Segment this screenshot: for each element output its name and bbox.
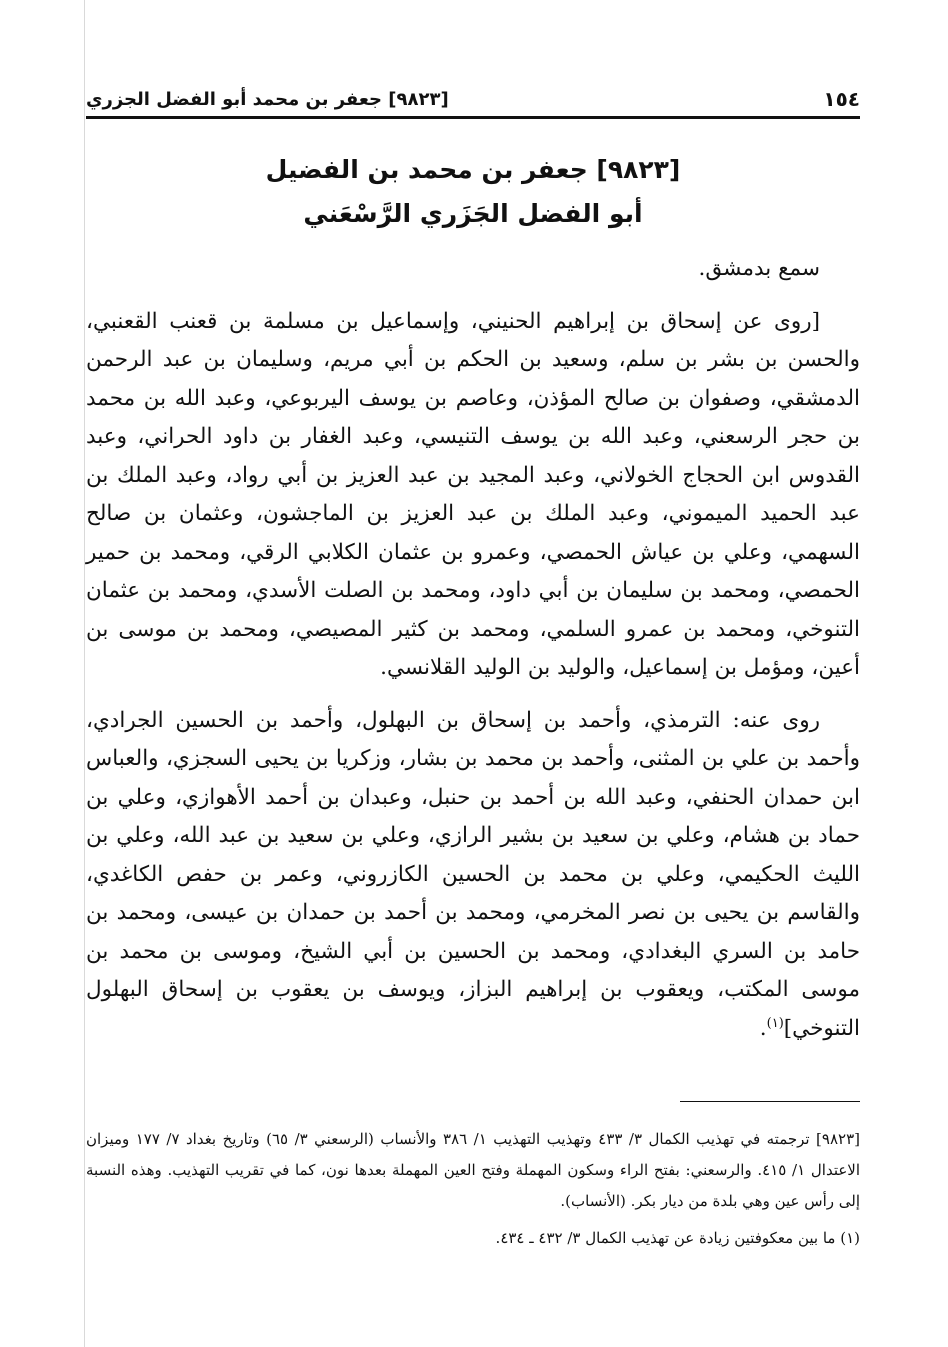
entry-heading-name: [٩٨٢٣] جعفر بن محمد بن الفضيل bbox=[265, 155, 681, 184]
narrated-from-paragraph: [روى عن إسحاق بن إبراهيم الحنيني، وإسماعيل بن مسلمة بن قعنب القعنبي، والحسن بن بشر بن سلم، وسعيد بن الحكم بن أبي مريم، وسليمان بن عبد الرحمن الدمشقي، وصفوان بن صالح المؤذن، وعاصم بن يوسف اليربوعي، وعبد الله بن محمد بن حجر الرسعني، وعبد الله بن يوسف التنيسي، وعبد الغفار بن داود الحراني، وعبد القدوس ابن الحجاج الخولاني، وعبد المجيد بن عبد العزيز بن أبي رواد، وعبد الملك بن عبد الحميد الميموني، وعبد الملك بن عبد العزيز بن الماجشون، وعثمان بن صالح السهمي، وعلي بن عياش الحمصي، وعمرو بن عثمان الكلابي الرقي، ومحمد بن حمير الحمصي، ومحمد بن سليمان بن أبي داود، ومحمد بن الصلت الأسدي، ومحمد بن عثمان التنوخي، ومحمد بن عمرو السلمي، ومحمد بن كثير المصيصي، ومحمد بن موسى بن أعين، ومؤمل بن إسماعيل، والوليد بن الوليد القلانسي. bbox=[86, 308, 860, 680]
footnote-separator bbox=[680, 1101, 860, 1102]
entry-body bbox=[86, 250, 860, 1048]
narrated-by-text: روى عنه: الترمذي، وأحمد بن إسحاق بن البهلول، وأحمد بن الحسين الجرادي، وأحمد بن علي بن المثنى، وأحمد بن محمد بن بشار، وزكريا بن يحيى السجزي، والعباس ابن حمدان الحنفي، وعبد الله بن أحمد بن حنبل، وعبدان بن أحمد الأهوازي، وعلي بن حماد بن هشام، وعلي بن سعيد بن بشير الرازي، وعلي بن سعيد بن عبد الله، وعلي بن الليث الحكيمي، وعلي بن محمد بن الحسين الكازروني، وعمر بن حفص الكاغدي، والقاسم بن يحيى بن نصر المخرمي، ومحمد بن أحمد بن حمدان بن عيسى، ومحمد بن حامد بن السري البغدادي، ومحمد بن الحسين بن أبي الشيخ، وموسى بن محمد بن موسى المكتب، ويعقوب بن إبراهيم البزاز، ويوسف بن يعقوب بن إسحاق البهلول التنوخي] bbox=[86, 707, 860, 1041]
page-number: ١٥٤ bbox=[823, 87, 860, 111]
entry-heading bbox=[86, 148, 860, 236]
scan-binding-line bbox=[84, 0, 85, 1347]
footnote-sources: [٩٨٢٣] ترجمته في تهذيب الكمال ٣/ ٤٣٣ وتهذيب التهذيب ١/ ٣٨٦ والأنساب (الرسعني ٣/ ٦٥) وتاريخ بغداد ٧/ ١٧٧ وميزان الاعتدال ١/ ٤١٥. والرسعني: بفتح الراء وسكون المهملة وفتح العين المهملة بعدها نون، كما في تقريب التهذيب. وهذه النسبة إلى رأس عين وهي بلدة من ديار بكر. (الأنساب). bbox=[86, 1130, 861, 1210]
running-header bbox=[86, 82, 860, 119]
heard-in-paragraph: سمع بدمشق. bbox=[698, 256, 820, 281]
running-title: [٩٨٢٣] جعفر بن محمد أبو الفضل الجزري bbox=[86, 88, 449, 110]
footnote-1: (١) ما بين معكوفتين زيادة عن تهذيب الكمال ٣/ ٤٣٢ ـ ٤٣٤. bbox=[495, 1229, 860, 1247]
narrated-by-paragraph bbox=[86, 702, 860, 1049]
footnote-reference[interactable]: (١) bbox=[766, 1015, 784, 1031]
footnotes bbox=[86, 1124, 860, 1254]
entry-heading-kunya: أبو الفضل الجَزَري الرَّسْعَني bbox=[303, 199, 643, 228]
closing-period: . bbox=[759, 1015, 767, 1041]
